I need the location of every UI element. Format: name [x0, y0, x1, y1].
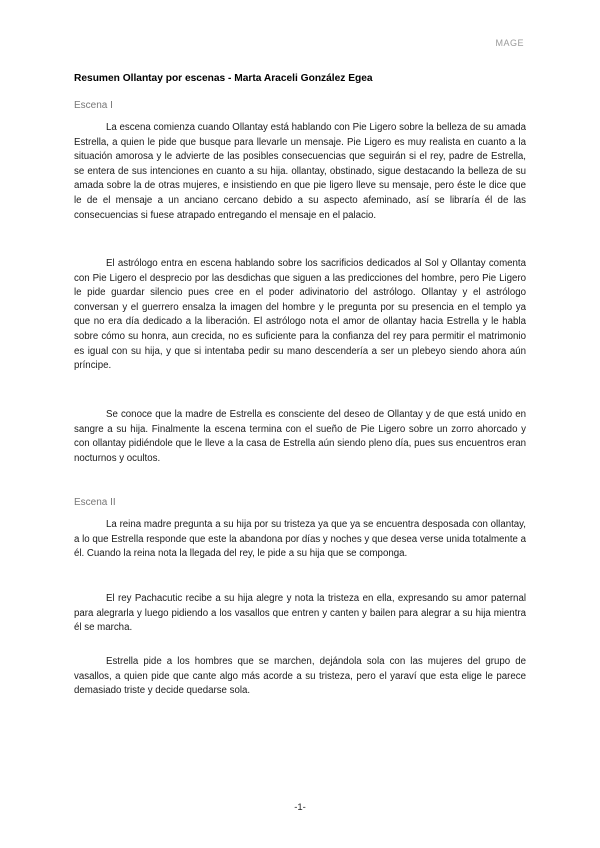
scene-1-paragraph-3: Se conoce que la madre de Estrella es consciente del deseo de Ollantay y de que está unido en sangre a su hija. Finalmente la escena termina con el sueño de Pie Ligero sobre un zorro ahorcado y con ollantay pidiéndole que le lleve a la casa de Estrella aún siendo pleno día, pues sus encuentros eran nocturnos y ocultos.: [74, 409, 526, 464]
header-brand: MAGE: [495, 38, 524, 48]
scene-2-paragraph-1: La reina madre pregunta a su hija por su tristeza ya que ya se encuentra desposada con ollantay, a lo que Estrella responde que este la abandona por días y noches y que desea verse unida totalmente a él. Cuando la reina nota la llegada del rey, le pide a su hija que se componga.: [74, 519, 526, 560]
scene-2-heading: Escena II: [74, 497, 116, 508]
scene-1-paragraph-1: La escena comienza cuando Ollantay está hablando con Pie Ligero sobre la belleza de su amada Estrella, a quien le pide que busque para llevarle un mensaje. Pie Ligero es muy realista en cuanto a la situación amorosa y le advierte de las posibles consecuencias que seguirán si el rey, padre de Estrella, se entera de sus intenciones en cuanto a su hija. ollantay, obstinado, sigue destacando la belleza de su amada sobre la de otras mujeres, e insistiendo en que pie ligero lleve su mensaje, pero éste le dice que le de el mensaje a un anciano cercano debido a su aspecto afeminado, así se libraría él de las consecuencias si fuese atrapado entregando el mensaje en el palacio.: [74, 122, 526, 221]
scene-1-heading: Escena I: [74, 100, 113, 111]
scene-2-paragraph-3: Estrella pide a los hombres que se marchen, dejándola sola con las mujeres del grupo de vasallos, a quien pide que cante algo más acorde a su tristeza, pero el yaraví que esta elige le parece demasiado triste y decide quedarse sola.: [74, 656, 526, 697]
scene-1-paragraph-2: El astrólogo entra en escena hablando sobre los sacrificios dedicados al Sol y Ollantay comenta con Pie Ligero el desprecio por las desdichas que siguen a las predicciones del hombre, pero Pie Ligero le pide guardar silencio pues cree en el poder adivinatorio del astrólogo. Ollantay y el astrólogo conversan y el guerrero ensalza la imagen del hombre y le pregunta por su presencia en el templo ya que no era día dedicado a la liberación. El astrólogo nota el amor de ollantay hacia Estrella y le habla sobre cómo su honra, aun crecida, no es suficiente para la confianza del rey para permitir el matrimonio es igual con su hija, y que si intentaba pedir su mano descendería a ser un plebeyo siendo ahora aún príncipe.: [74, 258, 526, 372]
scene-2-paragraph-2: El rey Pachacutic recibe a su hija alegre y nota la tristeza en ella, expresando su amor paternal para alegrarla y luego pidiendo a los vasallos que entren y canten y bailen para alegrar a su hija mientra él se marcha.: [74, 593, 526, 634]
page-number: -1-: [294, 802, 306, 813]
document-title: Resumen Ollantay por escenas - Marta Araceli González Egea: [74, 73, 373, 84]
